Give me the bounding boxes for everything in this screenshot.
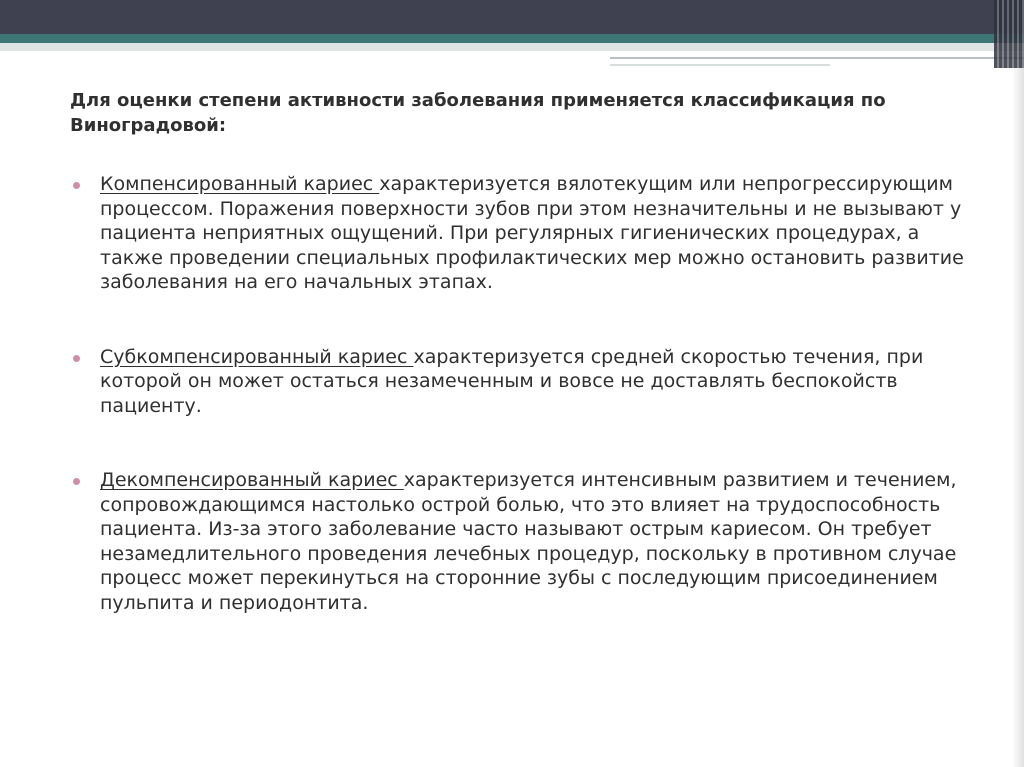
bullet-term: Декомпенсированный кариес	[100, 469, 404, 491]
bullet-dot-icon	[73, 478, 80, 485]
header-accent-line-short	[610, 64, 830, 66]
bullet-term: Компенсированный кариес	[100, 173, 380, 195]
slide-heading: Для оценки степени активности заболевания применяется классификация по Виноградовой:	[70, 90, 886, 136]
page-edge-decoration	[994, 0, 1024, 68]
slide-content	[70, 88, 970, 615]
header-band-dark	[0, 0, 1024, 34]
bullet-list	[70, 172, 970, 615]
bullet-term: Субкомпенсированный кариес	[100, 345, 414, 368]
header-band-teal	[0, 34, 1024, 43]
bullet-dot-icon	[73, 355, 80, 362]
bullet-dot-icon	[73, 182, 80, 189]
bullet-item-decompensated	[70, 468, 970, 615]
bullet-item-subcompensated	[70, 345, 970, 419]
bullet-item-compensated	[70, 172, 970, 295]
bullet-text: характеризуется вялотекущим или непрогрессирующим процессом. Поражения поверхности зубов при этом незначительны и не вызывают у пациента неприятных ощущений. При регулярных гигиенических процедурах, а также проведении специальных профилактических мер можно остановить развитие заболевания на его начальных этапах.	[100, 173, 964, 293]
header-accent-line	[610, 57, 1024, 59]
bullet-text: характеризуется интенсивным развитием и течением, сопровождающимся настолько острой болью, что это влияет на трудоспособность пациента. Из-за этого заболевание часто называют острым кариесом. Он требует незамедлительного проведения лечебных процедур, поскольку в противном случае процесс может перекинуться на сторонние зубы с последующим присоединением пульпита и периодонтита.	[100, 469, 957, 614]
page-edge-shadow	[1012, 68, 1024, 767]
header-band-light	[0, 43, 1024, 51]
bullet-text: характеризуется средней скоростью течения, при которой он может остаться незамеченным и вовсе не доставлять беспокойств пациенту.	[100, 345, 924, 417]
